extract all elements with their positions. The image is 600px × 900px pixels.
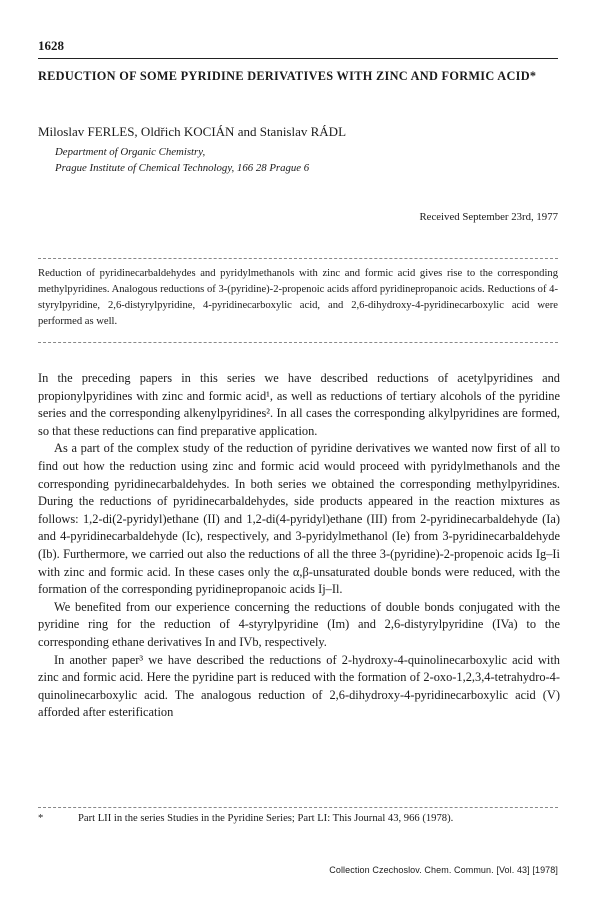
author-list: Miloslav FERLES, Oldřich KOCIÁN and Stanislav RÁDL bbox=[38, 124, 347, 139]
body-paragraph: In the preceding papers in this series we have described reductions of acetylpyridines and propionylpyridines with zinc and formic acid¹, as well as reductions of tertiary alcohols of the pyridine series and the corresponding alkenylpyridines². In all cases the corresponding alkylpyridines are formed, so that these reductions can find preparative application. bbox=[38, 371, 560, 438]
body-paragraph: In another paper³ we have described the reductions of 2-hydroxy-4-quinolinecarboxylic acid with zinc and formic acid. Here the pyridine part is reduced with the formation of 2-oxo-1,2,3,4-tetrahydro-4-quinolinecarboxylic acid. The analogous reduction of 2,6-dihydroxy-4-pyridinecarboxylic acid (V) afforded after esterification bbox=[38, 652, 560, 720]
footnote-rule bbox=[38, 807, 558, 808]
body-paragraph: We benefited from our experience concerning the reductions of double bonds conjugated with the pyridine ring for the reduction of 4-styrylpyridine (Im) and 2,6-distyrylpyridine (IVa) to the corresponding ethane derivatives In and IVb, respectively. bbox=[38, 599, 560, 649]
affiliation-institute: Prague Institute of Chemical Technology, 166 28 Prague 6 bbox=[55, 162, 310, 174]
footnote-text: Part LII in the series Studies in the Pyridine Series; Part LI: This Journal 43, 966 (1978). bbox=[78, 813, 454, 824]
page-number: 1628 bbox=[38, 38, 64, 53]
article-body bbox=[38, 370, 560, 722]
abstract: Reduction of pyridinecarbaldehydes and pyridylmethanols with zinc and formic acid gives rise to the corresponding methylpyridines. Analogous reductions of 3-(pyridine)-2-propenoic acids afford pyridinepropanoic acids. Reductions of 4-styrylpyridine, 2,6-distyrylpyridine, 4-pyridinecarboxylic acid, and 2,6-dihydroxy-4-pyridinecarboxylic acid were performed as well. bbox=[38, 268, 558, 327]
received-date: Received September 23rd, 1977 bbox=[419, 211, 558, 223]
journal-citation: Collection Czechoslov. Chem. Commun. [Vol. 43] [1978] bbox=[329, 865, 558, 875]
body-paragraph: As a part of the complex study of the reduction of pyridine derivatives we wanted now first of all to find out how the reduction using zinc and formic acid would proceed with pyridylmethanols and the corresponding pyridinecarbaldehydes. In both series we obtained the corresponding methylpyridines. During the reductions of pyridinecarbaldehydes, side products appeared in the reaction mixtures as follows: 1,2-di(2-pyridyl)ethane (II) and 1,2-di(4-pyridyl)ethane (III) from 2-pyridinecarbaldehyde (Ia) and 4-pyridinecarbaldehyde (Ic), respectively, and 3-pyridylmethanol (Ie) from 3-pyridinecarbaldehyde (Ib). Furthermore, we carried out also the reductions of all the three 3-(pyridine)-2-propenoic acids Ig–Ii with zinc and formic acid. In these cases only the α,β-unsaturated double bonds were reduced, with the formation of the corresponding pyridinepropanoic acids Ij–Il. bbox=[38, 441, 560, 597]
footnote bbox=[38, 813, 558, 824]
abstract-top-rule bbox=[38, 258, 558, 259]
article-title: REDUCTION OF SOME PYRIDINE DERIVATIVES WITH ZINC AND FORMIC ACID* bbox=[38, 69, 537, 83]
header-rule bbox=[38, 58, 558, 59]
affiliation-department: Department of Organic Chemistry, bbox=[55, 146, 206, 158]
abstract-bottom-rule bbox=[38, 342, 558, 343]
footnote-mark: * bbox=[38, 813, 44, 824]
